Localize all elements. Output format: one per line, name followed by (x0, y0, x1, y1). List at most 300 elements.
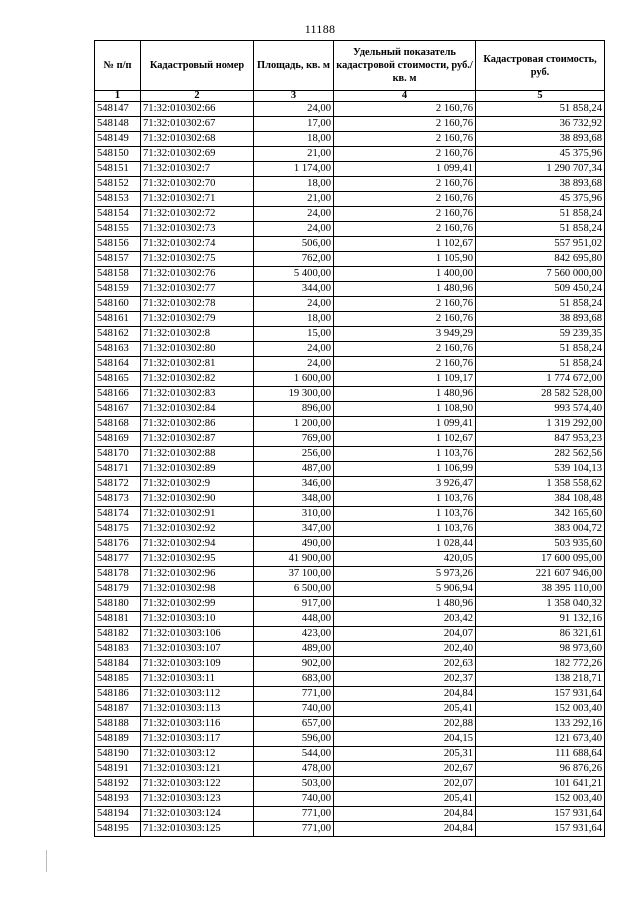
area-cell: 503,00 (254, 777, 334, 792)
cadastral-value-cell: 51 858,24 (476, 207, 605, 222)
cadastral-number-cell: 71:32:010303:12 (141, 747, 254, 762)
row-number-cell: 548170 (95, 447, 141, 462)
cadastral-value-cell: 182 772,26 (476, 657, 605, 672)
unit-value-cell: 205,41 (334, 702, 476, 717)
table-row (95, 762, 605, 777)
cadastral-value-cell: 111 688,64 (476, 747, 605, 762)
table-row (95, 567, 605, 582)
cadastral-number-cell: 71:32:010302:73 (141, 222, 254, 237)
row-number-cell: 548165 (95, 372, 141, 387)
cadastral-number-cell: 71:32:010302:68 (141, 132, 254, 147)
table-row (95, 777, 605, 792)
row-number-cell: 548167 (95, 402, 141, 417)
cadastral-value-cell: 1 358 558,62 (476, 477, 605, 492)
cadastral-value-cell: 157 931,64 (476, 822, 605, 837)
cadastral-number-cell: 71:32:010303:122 (141, 777, 254, 792)
table-row (95, 132, 605, 147)
area-cell: 37 100,00 (254, 567, 334, 582)
row-number-cell: 548178 (95, 567, 141, 582)
unit-value-cell: 1 400,00 (334, 267, 476, 282)
table-row (95, 327, 605, 342)
cadastral-number-cell: 71:32:010303:124 (141, 807, 254, 822)
area-cell: 596,00 (254, 732, 334, 747)
table-row (95, 252, 605, 267)
row-number-cell: 548195 (95, 822, 141, 837)
area-cell: 448,00 (254, 612, 334, 627)
unit-value-cell: 205,31 (334, 747, 476, 762)
cadastral-value-cell: 98 973,60 (476, 642, 605, 657)
cadastral-value-cell: 38 893,68 (476, 132, 605, 147)
row-number-cell: 548147 (95, 102, 141, 117)
cadastral-value-cell: 17 600 095,00 (476, 552, 605, 567)
cadastral-number-cell: 71:32:010302:69 (141, 147, 254, 162)
unit-value-cell: 2 160,76 (334, 207, 476, 222)
column-number: 4 (334, 91, 476, 102)
cadastral-value-cell: 51 858,24 (476, 102, 605, 117)
table-row (95, 207, 605, 222)
header-unit-value: Удельный показатель кадастровой стоимости, руб./кв. м (334, 41, 476, 91)
cadastral-number-cell: 71:32:010302:70 (141, 177, 254, 192)
cadastral-value-cell: 509 450,24 (476, 282, 605, 297)
cadastral-value-cell: 91 132,16 (476, 612, 605, 627)
cadastral-value-cell: 121 673,40 (476, 732, 605, 747)
area-cell: 683,00 (254, 672, 334, 687)
cadastral-value-cell: 133 292,16 (476, 717, 605, 732)
cadastral-number-cell: 71:32:010303:123 (141, 792, 254, 807)
row-number-cell: 548161 (95, 312, 141, 327)
area-cell: 348,00 (254, 492, 334, 507)
row-number-cell: 548191 (95, 762, 141, 777)
row-number-cell: 548172 (95, 477, 141, 492)
cadastral-number-cell: 71:32:010303:117 (141, 732, 254, 747)
cadastral-value-cell: 503 935,60 (476, 537, 605, 552)
cadastral-value-cell: 1 319 292,00 (476, 417, 605, 432)
unit-value-cell: 1 102,67 (334, 237, 476, 252)
header-cadastral-value: Кадастровая стоимость, руб. (476, 41, 605, 91)
table-row (95, 282, 605, 297)
row-number-cell: 548189 (95, 732, 141, 747)
unit-value-cell: 1 103,76 (334, 507, 476, 522)
row-number-cell: 548193 (95, 792, 141, 807)
table-row (95, 822, 605, 837)
row-number-cell: 548163 (95, 342, 141, 357)
row-number-cell: 548160 (95, 297, 141, 312)
cadastral-value-cell: 7 560 000,00 (476, 267, 605, 282)
unit-value-cell: 1 480,96 (334, 282, 476, 297)
cadastral-number-cell: 71:32:010302:83 (141, 387, 254, 402)
cadastral-value-cell: 157 931,64 (476, 687, 605, 702)
unit-value-cell: 1 099,41 (334, 417, 476, 432)
area-cell: 740,00 (254, 702, 334, 717)
unit-value-cell: 1 103,76 (334, 492, 476, 507)
row-number-cell: 548173 (95, 492, 141, 507)
cadastral-value-cell: 1 774 672,00 (476, 372, 605, 387)
table-row (95, 162, 605, 177)
area-cell: 24,00 (254, 357, 334, 372)
table-row (95, 297, 605, 312)
unit-value-cell: 2 160,76 (334, 117, 476, 132)
cadastral-number-cell: 71:32:010302:77 (141, 282, 254, 297)
cadastral-number-cell: 71:32:010302:86 (141, 417, 254, 432)
cadastral-value-cell: 28 582 528,00 (476, 387, 605, 402)
row-number-cell: 548169 (95, 432, 141, 447)
row-number-cell: 548168 (95, 417, 141, 432)
column-number: 2 (141, 91, 254, 102)
area-cell: 657,00 (254, 717, 334, 732)
cadastral-number-cell: 71:32:010302:75 (141, 252, 254, 267)
area-cell: 5 400,00 (254, 267, 334, 282)
table-row (95, 552, 605, 567)
table-row (95, 717, 605, 732)
page-number: 11188 (304, 22, 336, 36)
cadastral-value-cell: 342 165,60 (476, 507, 605, 522)
cadastral-number-cell: 71:32:010302:90 (141, 492, 254, 507)
table-row (95, 267, 605, 282)
table-row (95, 657, 605, 672)
table-row (95, 747, 605, 762)
table-row (95, 732, 605, 747)
cadastral-number-cell: 71:32:010302:76 (141, 267, 254, 282)
cadastral-number-cell: 71:32:010303:116 (141, 717, 254, 732)
cadastral-number-cell: 71:32:010302:88 (141, 447, 254, 462)
area-cell: 896,00 (254, 402, 334, 417)
unit-value-cell: 2 160,76 (334, 132, 476, 147)
cadastral-value-cell: 847 953,23 (476, 432, 605, 447)
row-number-cell: 548156 (95, 237, 141, 252)
scan-margin-mark (46, 850, 47, 872)
cadastral-number-cell: 71:32:010302:96 (141, 567, 254, 582)
row-number-cell: 548158 (95, 267, 141, 282)
unit-value-cell: 2 160,76 (334, 192, 476, 207)
unit-value-cell: 1 028,44 (334, 537, 476, 552)
table-row (95, 687, 605, 702)
cadastral-value-cell: 384 108,48 (476, 492, 605, 507)
cadastral-value-cell: 383 004,72 (476, 522, 605, 537)
row-number-cell: 548183 (95, 642, 141, 657)
cadastral-value-cell: 138 218,71 (476, 672, 605, 687)
column-number-row (95, 91, 605, 102)
column-number: 5 (476, 91, 605, 102)
area-cell: 256,00 (254, 447, 334, 462)
table-row (95, 447, 605, 462)
cadastral-number-cell: 71:32:010302:72 (141, 207, 254, 222)
cadastral-number-cell: 71:32:010303:106 (141, 627, 254, 642)
cadastral-number-cell: 71:32:010302:8 (141, 327, 254, 342)
area-cell: 902,00 (254, 657, 334, 672)
area-cell: 21,00 (254, 147, 334, 162)
row-number-cell: 548171 (95, 462, 141, 477)
area-cell: 24,00 (254, 222, 334, 237)
cadastral-number-cell: 71:32:010303:125 (141, 822, 254, 837)
header-cadastral-number: Кадастровый номер (141, 41, 254, 91)
table-row (95, 597, 605, 612)
cadastral-value-cell: 86 321,61 (476, 627, 605, 642)
unit-value-cell: 1 099,41 (334, 162, 476, 177)
row-number-cell: 548181 (95, 612, 141, 627)
area-cell: 24,00 (254, 207, 334, 222)
area-cell: 423,00 (254, 627, 334, 642)
cadastral-number-cell: 71:32:010302:92 (141, 522, 254, 537)
table-row (95, 627, 605, 642)
row-number-cell: 548187 (95, 702, 141, 717)
table-row (95, 642, 605, 657)
cadastral-value-cell: 282 562,56 (476, 447, 605, 462)
cadastral-number-cell: 71:32:010302:7 (141, 162, 254, 177)
row-number-cell: 548159 (95, 282, 141, 297)
table-row (95, 417, 605, 432)
table-row (95, 462, 605, 477)
table-row (95, 192, 605, 207)
unit-value-cell: 2 160,76 (334, 312, 476, 327)
table-row (95, 792, 605, 807)
row-number-cell: 548175 (95, 522, 141, 537)
row-number-cell: 548174 (95, 507, 141, 522)
cadastral-number-cell: 71:32:010302:89 (141, 462, 254, 477)
cadastral-value-cell: 59 239,35 (476, 327, 605, 342)
unit-value-cell: 202,67 (334, 762, 476, 777)
cadastral-value-cell: 993 574,40 (476, 402, 605, 417)
cadastral-number-cell: 71:32:010302:95 (141, 552, 254, 567)
cadastral-value-cell: 152 003,40 (476, 792, 605, 807)
cadastral-value-cell: 539 104,13 (476, 462, 605, 477)
table-row (95, 312, 605, 327)
row-number-cell: 548155 (95, 222, 141, 237)
area-cell: 344,00 (254, 282, 334, 297)
table-header (95, 41, 605, 102)
cadastral-value-cell: 38 893,68 (476, 177, 605, 192)
row-number-cell: 548177 (95, 552, 141, 567)
unit-value-cell: 5 973,26 (334, 567, 476, 582)
cadastral-value-cell: 38 893,68 (476, 312, 605, 327)
row-number-cell: 548186 (95, 687, 141, 702)
cadastral-number-cell: 71:32:010302:9 (141, 477, 254, 492)
cadastral-number-cell: 71:32:010302:98 (141, 582, 254, 597)
unit-value-cell: 203,42 (334, 612, 476, 627)
table-row (95, 387, 605, 402)
unit-value-cell: 5 906,94 (334, 582, 476, 597)
unit-value-cell: 2 160,76 (334, 357, 476, 372)
area-cell: 310,00 (254, 507, 334, 522)
cadastral-number-cell: 71:32:010303:121 (141, 762, 254, 777)
unit-value-cell: 420,05 (334, 552, 476, 567)
cadastral-value-cell: 1 358 040,32 (476, 597, 605, 612)
unit-value-cell: 202,07 (334, 777, 476, 792)
cadastral-value-cell: 36 732,92 (476, 117, 605, 132)
unit-value-cell: 2 160,76 (334, 342, 476, 357)
column-number: 1 (95, 91, 141, 102)
area-cell: 740,00 (254, 792, 334, 807)
area-cell: 487,00 (254, 462, 334, 477)
area-cell: 21,00 (254, 192, 334, 207)
area-cell: 478,00 (254, 762, 334, 777)
cadastral-value-cell: 51 858,24 (476, 357, 605, 372)
area-cell: 490,00 (254, 537, 334, 552)
row-number-cell: 548176 (95, 537, 141, 552)
cadastral-value-cell: 557 951,02 (476, 237, 605, 252)
area-cell: 771,00 (254, 822, 334, 837)
cadastral-number-cell: 71:32:010302:80 (141, 342, 254, 357)
unit-value-cell: 1 105,90 (334, 252, 476, 267)
area-cell: 24,00 (254, 297, 334, 312)
unit-value-cell: 2 160,76 (334, 297, 476, 312)
table-row (95, 537, 605, 552)
cadastral-value-cell: 45 375,96 (476, 147, 605, 162)
cadastral-number-cell: 71:32:010303:107 (141, 642, 254, 657)
table-row (95, 102, 605, 117)
area-cell: 917,00 (254, 597, 334, 612)
area-cell: 506,00 (254, 237, 334, 252)
cadastral-value-table (94, 40, 605, 837)
header-row-number: № п/п (95, 41, 141, 91)
unit-value-cell: 202,63 (334, 657, 476, 672)
row-number-cell: 548164 (95, 357, 141, 372)
row-number-cell: 548150 (95, 147, 141, 162)
area-cell: 489,00 (254, 642, 334, 657)
cadastral-value-cell: 51 858,24 (476, 297, 605, 312)
area-cell: 1 200,00 (254, 417, 334, 432)
unit-value-cell: 204,07 (334, 627, 476, 642)
area-cell: 6 500,00 (254, 582, 334, 597)
table-row (95, 147, 605, 162)
area-cell: 18,00 (254, 312, 334, 327)
row-number-cell: 548185 (95, 672, 141, 687)
unit-value-cell: 2 160,76 (334, 102, 476, 117)
cadastral-number-cell: 71:32:010303:113 (141, 702, 254, 717)
cadastral-number-cell: 71:32:010302:79 (141, 312, 254, 327)
unit-value-cell: 3 949,29 (334, 327, 476, 342)
unit-value-cell: 204,15 (334, 732, 476, 747)
cadastral-number-cell: 71:32:010302:84 (141, 402, 254, 417)
cadastral-value-cell: 842 695,80 (476, 252, 605, 267)
row-number-cell: 548194 (95, 807, 141, 822)
cadastral-value-cell: 157 931,64 (476, 807, 605, 822)
unit-value-cell: 202,40 (334, 642, 476, 657)
area-cell: 15,00 (254, 327, 334, 342)
table-row (95, 492, 605, 507)
unit-value-cell: 1 103,76 (334, 447, 476, 462)
cadastral-number-cell: 71:32:010302:67 (141, 117, 254, 132)
unit-value-cell: 205,41 (334, 792, 476, 807)
row-number-cell: 548180 (95, 597, 141, 612)
row-number-cell: 548151 (95, 162, 141, 177)
unit-value-cell: 1 108,90 (334, 402, 476, 417)
row-number-cell: 548192 (95, 777, 141, 792)
cadastral-value-cell: 101 641,21 (476, 777, 605, 792)
cadastral-number-cell: 71:32:010302:94 (141, 537, 254, 552)
area-cell: 24,00 (254, 342, 334, 357)
unit-value-cell: 204,84 (334, 822, 476, 837)
table-row (95, 237, 605, 252)
area-cell: 19 300,00 (254, 387, 334, 402)
cadastral-value-cell: 96 876,26 (476, 762, 605, 777)
area-cell: 771,00 (254, 807, 334, 822)
row-number-cell: 548152 (95, 177, 141, 192)
unit-value-cell: 202,37 (334, 672, 476, 687)
cadastral-number-cell: 71:32:010302:99 (141, 597, 254, 612)
table-row (95, 342, 605, 357)
row-number-cell: 548162 (95, 327, 141, 342)
row-number-cell: 548182 (95, 627, 141, 642)
unit-value-cell: 3 926,47 (334, 477, 476, 492)
header-area: Площадь, кв. м (254, 41, 334, 91)
area-cell: 1 174,00 (254, 162, 334, 177)
cadastral-number-cell: 71:32:010302:91 (141, 507, 254, 522)
table-row (95, 507, 605, 522)
row-number-cell: 548188 (95, 717, 141, 732)
area-cell: 769,00 (254, 432, 334, 447)
cadastral-number-cell: 71:32:010302:87 (141, 432, 254, 447)
cadastral-number-cell: 71:32:010302:66 (141, 102, 254, 117)
cadastral-number-cell: 71:32:010302:81 (141, 357, 254, 372)
area-cell: 24,00 (254, 102, 334, 117)
row-number-cell: 548184 (95, 657, 141, 672)
cadastral-number-cell: 71:32:010302:74 (141, 237, 254, 252)
unit-value-cell: 1 109,17 (334, 372, 476, 387)
cadastral-number-cell: 71:32:010302:78 (141, 297, 254, 312)
unit-value-cell: 1 103,76 (334, 522, 476, 537)
cadastral-value-cell: 221 607 946,00 (476, 567, 605, 582)
row-number-cell: 548190 (95, 747, 141, 762)
table-row (95, 117, 605, 132)
cadastral-number-cell: 71:32:010303:10 (141, 612, 254, 627)
row-number-cell: 548154 (95, 207, 141, 222)
cadastral-number-cell: 71:32:010303:112 (141, 687, 254, 702)
cadastral-number-cell: 71:32:010302:71 (141, 192, 254, 207)
unit-value-cell: 1 106,99 (334, 462, 476, 477)
area-cell: 17,00 (254, 117, 334, 132)
unit-value-cell: 204,84 (334, 687, 476, 702)
area-cell: 347,00 (254, 522, 334, 537)
column-number: 3 (254, 91, 334, 102)
table-row (95, 222, 605, 237)
table-row (95, 522, 605, 537)
row-number-cell: 548179 (95, 582, 141, 597)
unit-value-cell: 202,88 (334, 717, 476, 732)
area-cell: 771,00 (254, 687, 334, 702)
unit-value-cell: 1 480,96 (334, 597, 476, 612)
cadastral-value-cell: 45 375,96 (476, 192, 605, 207)
table-row (95, 807, 605, 822)
area-cell: 18,00 (254, 132, 334, 147)
table-body (95, 102, 605, 837)
cadastral-number-cell: 71:32:010303:11 (141, 672, 254, 687)
cadastral-value-cell: 152 003,40 (476, 702, 605, 717)
table-row (95, 357, 605, 372)
unit-value-cell: 2 160,76 (334, 177, 476, 192)
table-row (95, 582, 605, 597)
table-row (95, 177, 605, 192)
table-row (95, 432, 605, 447)
unit-value-cell: 1 102,67 (334, 432, 476, 447)
table-row (95, 477, 605, 492)
area-cell: 762,00 (254, 252, 334, 267)
table-row (95, 672, 605, 687)
unit-value-cell: 204,84 (334, 807, 476, 822)
header-row (95, 41, 605, 91)
table-row (95, 402, 605, 417)
table-row (95, 612, 605, 627)
table-row (95, 372, 605, 387)
area-cell: 18,00 (254, 177, 334, 192)
row-number-cell: 548157 (95, 252, 141, 267)
table-row (95, 702, 605, 717)
row-number-cell: 548153 (95, 192, 141, 207)
cadastral-number-cell: 71:32:010303:109 (141, 657, 254, 672)
row-number-cell: 548148 (95, 117, 141, 132)
unit-value-cell: 2 160,76 (334, 147, 476, 162)
unit-value-cell: 1 480,96 (334, 387, 476, 402)
area-cell: 1 600,00 (254, 372, 334, 387)
